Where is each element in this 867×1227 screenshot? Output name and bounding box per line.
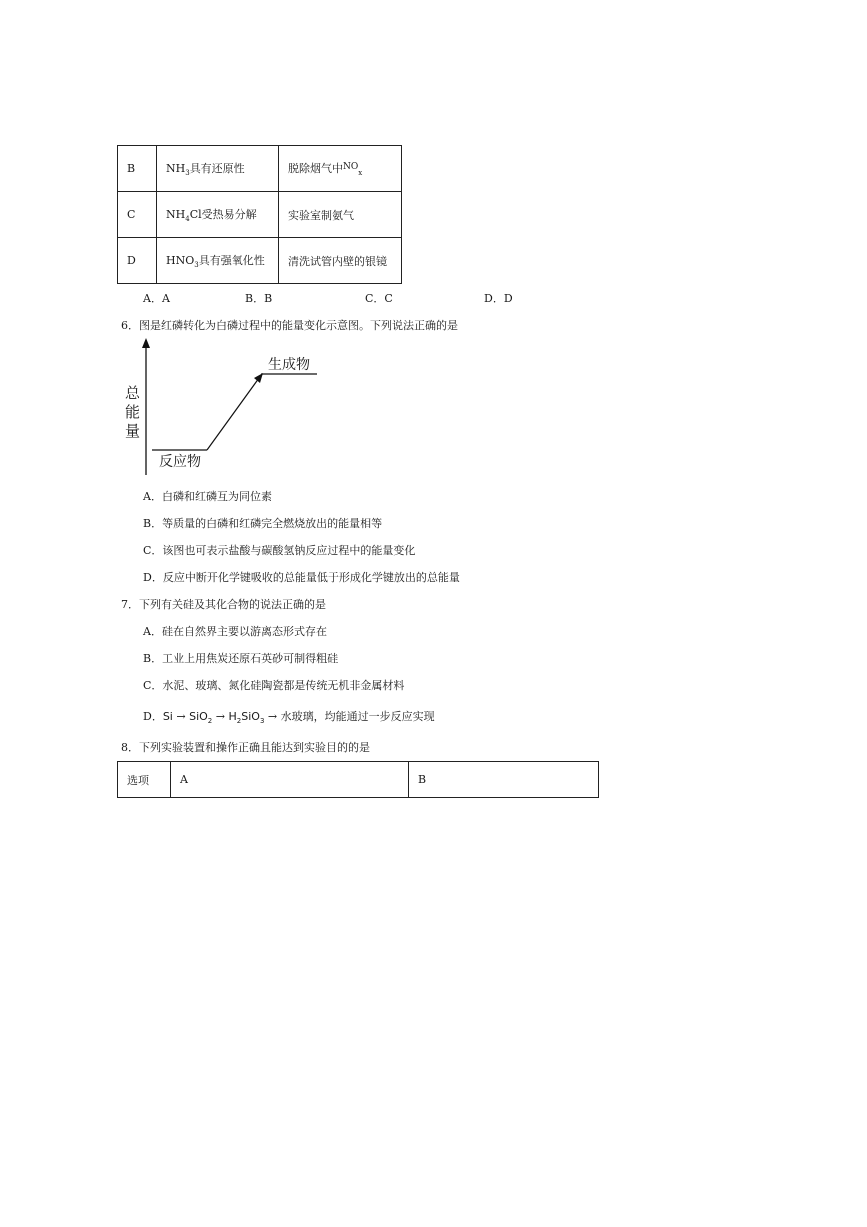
q6-option-b: B．等质量的白磷和红磷完全燃烧放出的能量相等 — [143, 517, 383, 530]
use-cell: 清洗试管内壁的银镜 — [279, 238, 402, 284]
q5-option-d: D．D — [484, 292, 513, 305]
table-header-row — [118, 762, 599, 798]
reactant-label: 反应物 — [159, 454, 201, 470]
q5-option-a: A．A — [143, 292, 170, 305]
property-cell: $HNO_3$具有强氧化性 — [157, 238, 279, 284]
q7-option-b: B．工业上用焦炭还原石英砂可制得粗硅 — [143, 652, 339, 665]
q7-option-c: C．水泥、玻璃、氮化硅陶瓷都是传统无机非金属材料 — [143, 679, 405, 692]
transition-line — [207, 378, 259, 450]
q7-stem: 7．下列有关硅及其化合物的说法正确的是 — [121, 598, 326, 611]
q6-option-a: A．白磷和红磷互为同位素 — [143, 490, 272, 503]
table-row — [118, 238, 402, 284]
option-cell: C — [118, 192, 157, 238]
y-axis-label: 总 能 量 — [125, 384, 141, 440]
header-cell-a: A — [171, 762, 409, 798]
header-cell-b: B — [409, 762, 599, 798]
q7-option-a: A．硅在自然界主要以游离态形式存在 — [143, 625, 327, 638]
table-row — [118, 192, 402, 238]
option-cell: D — [118, 238, 157, 284]
q5-option-c: C．C — [365, 292, 393, 305]
option-cell: B — [118, 146, 157, 192]
product-label: 生成物 — [268, 357, 310, 373]
use-cell: 脱除烟气中$^{NO}_x$ — [279, 146, 402, 192]
q6-option-d: D．反应中断开化学键吸收的总能量低于形成化学键放出的总能量 — [143, 571, 460, 584]
y-axis-arrowhead — [142, 338, 150, 348]
q5-option-b: B．B — [245, 292, 273, 305]
table-row — [118, 146, 402, 192]
use-cell: 实验室制氨气 — [279, 192, 402, 238]
q8-table — [117, 761, 599, 798]
options-table — [117, 145, 402, 284]
q6-option-c: C．该图也可表示盐酸与碳酸氢钠反应过程中的能量变化 — [143, 544, 416, 557]
q8-stem: 8．下列实验装置和操作正确且能达到实验目的的是 — [121, 741, 370, 754]
q6-stem: 6．图是红磷转化为白磷过程中的能量变化示意图。下列说法正确的是 — [121, 319, 458, 332]
q7-option-d: D．$Si \to SiO_2 \to H_2SiO_3$ → 水玻璃，均能通过一步反应实现 — [143, 710, 435, 725]
property-cell: $NH_3$具有还原性 — [157, 146, 279, 192]
property-cell: $NH_4Cl$受热易分解 — [157, 192, 279, 238]
header-cell-option: 选项 — [118, 762, 171, 798]
